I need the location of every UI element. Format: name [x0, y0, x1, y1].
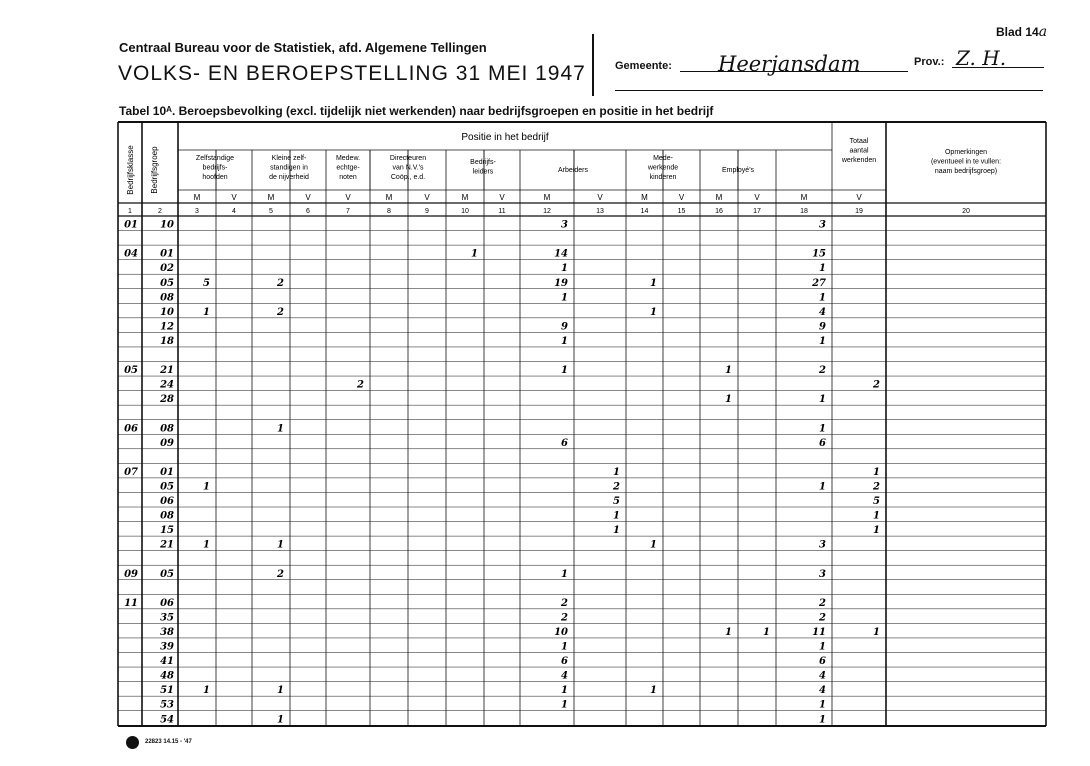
groep-cell: 18 — [160, 335, 174, 347]
kleine-zelfstandigen-header: de nijverheid — [269, 174, 309, 181]
count-cell: 3 — [819, 539, 826, 551]
column-number: 10 — [461, 208, 469, 215]
sex-label: V — [424, 193, 430, 202]
count-cell: 1 — [561, 568, 568, 580]
sex-label: M — [193, 193, 201, 202]
sex-label: V — [856, 193, 862, 202]
count-cell: 1 — [725, 394, 732, 406]
count-cell: 2 — [873, 379, 880, 391]
bedrijfsgroep-header: Bedrijfsgroep — [150, 146, 159, 194]
klasse-cell: 05 — [124, 365, 138, 377]
count-cell: 1 — [650, 306, 657, 318]
sex-label: V — [305, 193, 311, 202]
groep-cell: 06 — [160, 496, 174, 507]
count-cell: 1 — [819, 292, 826, 304]
count-cell: 2 — [277, 306, 284, 318]
groep-cell: 15 — [160, 525, 174, 537]
groep-cell: 08 — [160, 292, 174, 304]
count-cell: 1 — [561, 292, 568, 304]
klasse-cell: 09 — [124, 568, 138, 580]
column-number: 15 — [677, 208, 686, 215]
count-cell: 1 — [613, 510, 620, 522]
count-cell: 1 — [725, 626, 732, 638]
count-cell: 1 — [819, 481, 826, 493]
municipality-label: Gemeente: — [615, 60, 672, 72]
arbeiders-header: Arbeiders — [558, 167, 588, 174]
meewerkende-kinderen-header: kinderen — [649, 174, 677, 181]
column-number: 5 — [269, 208, 273, 215]
count-cell: 1 — [819, 394, 826, 406]
count-cell: 1 — [471, 248, 478, 260]
count-cell: 2 — [277, 277, 284, 289]
sex-label: M — [800, 193, 808, 202]
province-value: Z. H. — [956, 46, 1007, 70]
count-cell: 11 — [812, 626, 826, 638]
province-label: Prov.: — [914, 56, 945, 68]
count-cell: 1 — [725, 365, 732, 377]
column-number: 11 — [498, 208, 506, 215]
count-cell: 1 — [819, 423, 826, 435]
sex-label: V — [231, 193, 237, 202]
medewerkende-echtgenoten-header: noten — [339, 174, 357, 181]
count-cell: 6 — [561, 656, 568, 668]
count-cell: 1 — [819, 699, 826, 711]
zelfstandige-header: Zelfstandige — [195, 155, 235, 162]
count-cell: 19 — [554, 277, 568, 289]
count-cell: 1 — [650, 685, 657, 697]
count-cell: 1 — [873, 510, 880, 522]
groep-cell: 24 — [160, 379, 174, 391]
bedrijfsklasse-header: Bedrijfsklasse — [126, 145, 135, 195]
print-code: 22823 14.15 - '47 — [145, 739, 192, 745]
count-cell: 1 — [819, 714, 826, 726]
sex-label: V — [499, 193, 505, 202]
count-cell: 1 — [561, 685, 568, 697]
position-group-header: Positie in het bedrijf — [461, 132, 549, 143]
count-cell: 4 — [819, 306, 826, 318]
sheet-suffix: a — [1038, 24, 1048, 40]
count-cell: 2 — [357, 379, 364, 391]
count-cell: 1 — [873, 466, 880, 478]
meewerkende-kinderen-header: Mede- — [653, 155, 673, 162]
count-cell: 4 — [819, 670, 826, 682]
groep-cell: 10 — [160, 306, 174, 318]
column-number: 18 — [800, 208, 808, 215]
opmerkingen-header: (eventueel in te vullen: — [930, 158, 1002, 166]
count-cell: 1 — [819, 335, 826, 347]
column-number: 20 — [962, 208, 970, 215]
count-cell: 4 — [819, 685, 826, 697]
groep-cell: 21 — [160, 539, 174, 551]
groep-cell: 12 — [160, 321, 174, 333]
count-cell: 5 — [613, 496, 620, 507]
groep-cell: 02 — [160, 263, 174, 275]
groep-cell: 38 — [160, 626, 174, 638]
count-cell: 27 — [812, 277, 826, 289]
groep-cell: 41 — [160, 656, 174, 668]
sex-label: V — [345, 193, 351, 202]
count-cell: 6 — [561, 437, 568, 449]
directeuren-header: Directeuren — [389, 155, 427, 162]
groep-cell: 53 — [160, 699, 174, 711]
count-cell: 1 — [873, 525, 880, 537]
column-number: 7 — [346, 208, 350, 215]
totaal-header: aantal — [849, 147, 869, 155]
groep-cell: 06 — [160, 597, 174, 609]
count-cell: 1 — [277, 539, 284, 551]
klasse-cell: 04 — [124, 248, 138, 260]
count-cell: 3 — [819, 568, 826, 580]
column-number: 16 — [715, 208, 723, 215]
count-cell: 1 — [819, 263, 826, 275]
count-cell: 1 — [277, 714, 284, 726]
sex-label: M — [715, 193, 723, 202]
column-number: 17 — [753, 208, 761, 215]
count-cell: 3 — [561, 219, 568, 231]
count-cell: 2 — [819, 365, 826, 377]
column-number: 6 — [306, 208, 310, 215]
employes-header: Employé's — [721, 167, 755, 174]
bedrijfsleiders-header: Bedrijfs- — [470, 159, 496, 166]
totaal-header: werkenden — [841, 157, 877, 164]
column-number: 3 — [195, 208, 199, 215]
count-cell: 1 — [277, 423, 284, 435]
bureau-heading: Centraal Bureau voor de Statistiek, afd. Algemene Tellingen — [119, 40, 487, 55]
opmerkingen-header: Opmerkingen — [944, 149, 988, 156]
groep-cell: 05 — [160, 568, 174, 580]
directeuren-header: Coöp., e.d. — [390, 174, 426, 181]
medewerkende-echtgenoten-header: Medew. — [335, 155, 361, 162]
sex-label: M — [641, 193, 648, 202]
column-number: 14 — [640, 208, 649, 215]
column-number: 19 — [855, 208, 863, 215]
count-cell: 1 — [277, 685, 284, 697]
count-cell: 3 — [819, 219, 826, 231]
print-emblem — [126, 736, 139, 749]
sex-label: V — [754, 193, 760, 202]
count-cell: 4 — [561, 670, 568, 682]
groep-cell: 28 — [160, 394, 174, 406]
kleine-zelfstandigen-header: Kleine zelf- — [271, 155, 307, 162]
column-number: 9 — [425, 208, 429, 215]
sex-label: V — [597, 193, 603, 202]
groep-cell: 08 — [160, 510, 174, 522]
totaal-header: Totaal — [849, 138, 869, 145]
opmerkingen-header: naam bedrijfsgroep) — [934, 168, 998, 175]
count-cell: 1 — [203, 306, 210, 318]
count-cell: 2 — [819, 597, 826, 609]
count-cell: 1 — [561, 335, 568, 347]
groep-cell: 08 — [160, 423, 174, 435]
count-cell: 1 — [561, 641, 568, 653]
klasse-cell: 11 — [124, 597, 138, 609]
directeuren-header: van N.V.'s — [392, 164, 424, 172]
sex-label: M — [385, 193, 393, 202]
count-cell: 2 — [819, 612, 826, 624]
count-cell: 10 — [554, 626, 568, 638]
count-cell: 1 — [613, 466, 620, 478]
count-cell: 1 — [763, 626, 770, 638]
sex-label: V — [678, 193, 685, 202]
medewerkende-echtgenoten-header: echtge- — [336, 164, 360, 172]
count-cell: 5 — [873, 496, 880, 507]
sex-label: M — [461, 193, 469, 202]
count-cell: 1 — [650, 539, 657, 551]
count-cell: 1 — [561, 365, 568, 377]
groep-cell: 48 — [160, 670, 174, 682]
groep-cell: 05 — [160, 277, 174, 289]
column-number: 4 — [232, 208, 236, 215]
bedrijfsleiders-header: leiders — [472, 168, 494, 176]
count-cell: 9 — [561, 321, 568, 333]
groep-cell: 05 — [160, 481, 174, 493]
klasse-cell: 07 — [124, 466, 138, 478]
groep-cell: 21 — [160, 365, 174, 377]
column-number: 13 — [596, 208, 604, 215]
municipality-value: Heerjansdam — [718, 52, 861, 76]
column-number: 1 — [128, 208, 132, 215]
count-cell: 14 — [554, 248, 568, 260]
zelfstandige-header: bedrijfs- — [202, 164, 228, 172]
groep-cell: 09 — [160, 437, 174, 449]
table-title: Tabel 10ᴬ. Beroepsbevolking (excl. tijdelijk niet werkenden) naar bedrijfsgroepen en positie in het bedrijf — [119, 104, 714, 118]
count-cell: 2 — [561, 612, 568, 624]
count-cell: 1 — [819, 641, 826, 653]
count-cell: 6 — [819, 437, 826, 449]
groep-cell: 01 — [160, 466, 174, 478]
groep-cell: 35 — [160, 612, 174, 624]
count-cell: 1 — [203, 481, 210, 493]
sheet-label: Blad 14 — [996, 25, 1039, 39]
count-cell: 2 — [613, 481, 620, 493]
column-number: 2 — [158, 208, 162, 215]
count-cell: 1 — [873, 626, 880, 638]
count-cell: 2 — [873, 481, 880, 493]
sex-label: M — [543, 193, 551, 202]
groep-cell: 01 — [160, 248, 174, 260]
count-cell: 9 — [819, 321, 826, 333]
column-number: 12 — [543, 208, 551, 215]
count-cell: 1 — [650, 277, 657, 289]
count-cell: 2 — [277, 568, 284, 580]
census-title: VOLKS- EN BEROEPSTELLING 31 MEI 1947 — [118, 62, 586, 85]
count-cell: 1 — [203, 539, 210, 551]
count-cell: 15 — [812, 248, 826, 260]
groep-cell: 10 — [160, 219, 174, 231]
klasse-cell: 01 — [124, 219, 138, 231]
groep-cell: 54 — [160, 714, 174, 726]
klasse-cell: 06 — [124, 423, 138, 435]
count-cell: 1 — [561, 699, 568, 711]
count-cell: 1 — [203, 685, 210, 697]
count-cell: 1 — [561, 263, 568, 275]
sex-label: M — [267, 193, 275, 202]
zelfstandige-header: hoofden — [202, 174, 228, 181]
count-cell: 6 — [819, 656, 826, 668]
meewerkende-kinderen-header: werkende — [647, 164, 679, 172]
groep-cell: 39 — [160, 641, 174, 653]
groep-cell: 51 — [160, 685, 174, 697]
column-number: 8 — [387, 208, 391, 215]
kleine-zelfstandigen-header: standigen in — [270, 164, 308, 172]
count-cell: 5 — [203, 277, 210, 289]
count-cell: 1 — [613, 525, 620, 537]
count-cell: 2 — [561, 597, 568, 609]
